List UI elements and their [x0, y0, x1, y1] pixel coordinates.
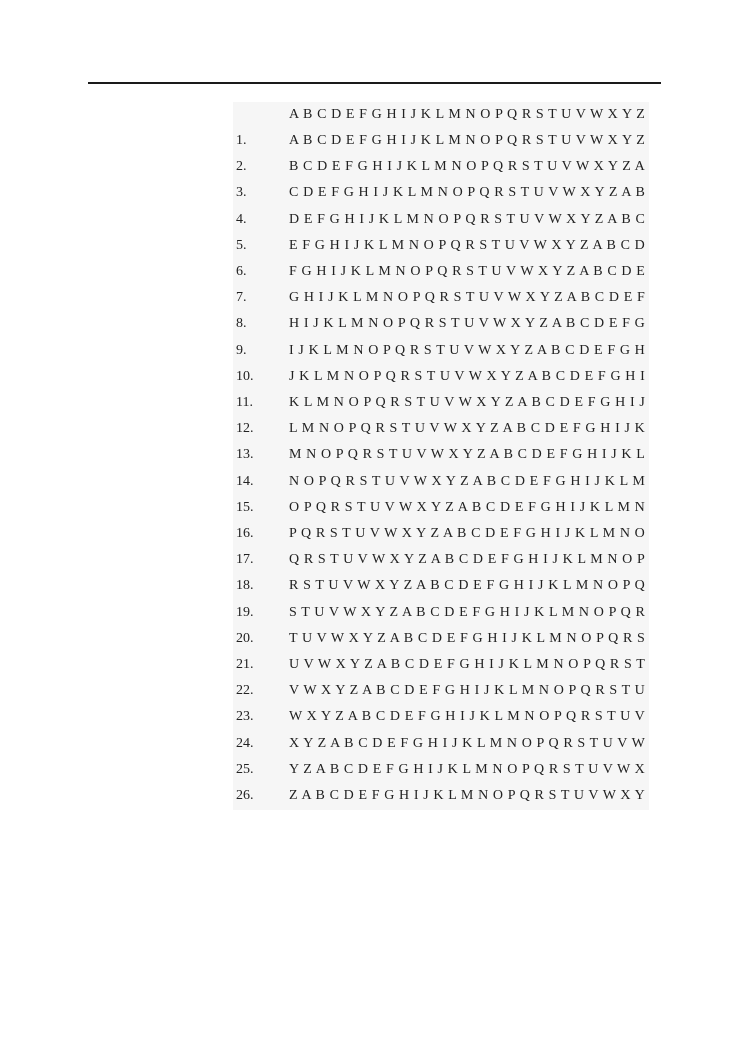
row-number: 14.: [236, 473, 254, 489]
row-number: 22.: [236, 683, 254, 699]
row-letters: W X Y Z A B C D E F G H I J K L M N O P Q R S T U V: [289, 709, 645, 725]
row-letters: A B C D E F G H I J K L M N O P Q R S T U V W X Y Z: [289, 133, 645, 148]
row-letters: S T U V W X Y Z A B C D E F G H I J K L M N O P Q R: [289, 604, 645, 620]
row-number: 21.: [236, 657, 254, 672]
row-letters: F G H I J K L M N O P Q R S T U V W X Y Z A B C D E: [289, 264, 645, 279]
row-letters: I J K L M N O P Q R S T U V W X Y Z A B C D E F G H: [289, 342, 645, 358]
row-letters: X Y Z A B C D E F G H I J K L M N O P Q R S T U V W: [289, 735, 645, 751]
row-letters: Q R S T U V W X Y Z A B C D E F G H I J K L M N O P: [289, 552, 645, 568]
row-number: 15.: [236, 499, 254, 515]
row-letters: C D E F G H I J K L M N O P Q R S T U V W X Y Z A B: [289, 185, 645, 201]
row-number: 4.: [236, 211, 247, 227]
row-number: 25.: [236, 761, 254, 777]
row-number: 16.: [236, 526, 254, 541]
row-letters: B C D E F G H I J K L M N O P Q R S T U V W X Y Z A: [289, 159, 645, 175]
row-number: 9.: [236, 342, 247, 358]
row-number: 11.: [236, 395, 253, 410]
row-letters: P Q R S T U V W X Y Z A B C D E F G H I J K L M N O: [289, 526, 645, 541]
row-number: 12.: [236, 421, 254, 437]
row-number: 6.: [236, 264, 247, 279]
row-number: 13.: [236, 447, 254, 463]
row-letters: L M N O P Q R S T U V W X Y Z A B C D E F G H I J K: [289, 421, 645, 437]
row-letters: Y Z A B C D E F G H I J K L M N O P Q R S T U V W X: [289, 761, 645, 777]
row-number: 19.: [236, 604, 254, 620]
row-letters: V W X Y Z A B C D E F G H I J K L M N O P Q R S T U: [289, 683, 645, 699]
row-letters: R S T U V W X Y Z A B C D E F G H I J K L M N O P Q: [289, 578, 645, 594]
row-number: 10.: [236, 368, 254, 384]
row-number: 18.: [236, 578, 254, 594]
row-number: 1.: [236, 133, 247, 148]
row-number: 8.: [236, 316, 247, 332]
row-letters: J K L M N O P Q R S T U V W X Y Z A B C D E F G H I: [289, 368, 645, 384]
row-letters: E F G H I J K L M N O P Q R S T U V W X Y Z A B C D: [289, 237, 645, 253]
row-number: 20.: [236, 630, 254, 646]
row-number: 24.: [236, 735, 254, 751]
row-number: 5.: [236, 237, 247, 253]
row-letters: K L M N O P Q R S T U V W X Y Z A B C D E F G H I J: [289, 395, 645, 410]
row-letters: O P Q R S T U V W X Y Z A B C D E F G H I J K L M N: [289, 499, 645, 515]
row-number: 26.: [236, 788, 254, 803]
row-letters: H I J K L M N O P Q R S T U V W X Y Z A B C D E F G: [289, 316, 645, 332]
row-letters: T U V W X Y Z A B C D E F G H I J K L M N O P Q R S: [289, 630, 645, 646]
row-letters: G H I J K L M N O P Q R S T U V W X Y Z A B C D E F: [289, 290, 645, 306]
top-horizontal-rule: [88, 82, 661, 84]
row-number: 2.: [236, 159, 247, 175]
row-letters: Z A B C D E F G H I J K L M N O P Q R S T U V W X Y: [289, 788, 645, 803]
row-number: 17.: [236, 552, 254, 568]
row-letters: U V W X Y Z A B C D E F G H I J K L M N O P Q R S T: [289, 657, 645, 672]
row-number: 7.: [236, 290, 247, 306]
row-number: 3.: [236, 185, 247, 201]
row-letters: M N O P Q R S T U V W X Y Z A B C D E F G H I J K L: [289, 447, 645, 463]
row-number: 23.: [236, 709, 254, 725]
alphabet-header-letters: A B C D E F G H I J K L M N O P Q R S T U V W X Y Z: [289, 107, 645, 122]
row-letters: D E F G H I J K L M N O P Q R S T U V W X Y Z A B C: [289, 211, 645, 227]
row-letters: N O P Q R S T U V W X Y Z A B C D E F G H I J K L M: [289, 473, 645, 489]
